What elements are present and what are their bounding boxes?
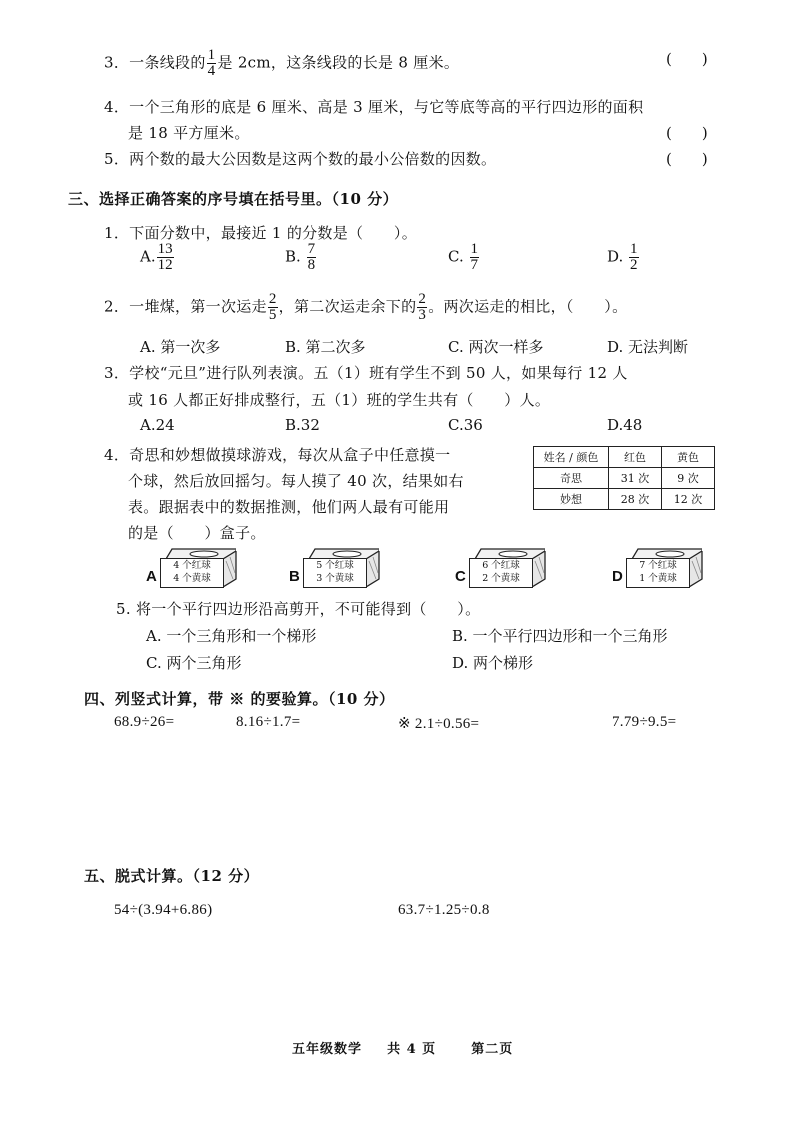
table-cell: 28 次 <box>609 489 662 510</box>
table-cell: 9 次 <box>662 468 715 489</box>
section-3-heading: 三、选择正确答案的序号填在括号里。（10 分） <box>68 190 399 208</box>
table-cell: 奇思 <box>534 468 609 489</box>
ball-result-table <box>533 446 715 510</box>
ball-box-a[interactable] <box>160 548 240 590</box>
mc-q5-option-a[interactable]: A. 一个三角形和一个梯形 <box>146 627 317 645</box>
table-cell: 妙想 <box>534 489 609 510</box>
mc-question-5: 5. 将一个平行四边形沿高剪开，不可能得到（ ）。 <box>116 600 481 618</box>
calc-item-4: 7.79÷9.5= <box>612 714 677 730</box>
box-front: 6 个红球 2 个黄球 <box>469 558 533 588</box>
answer-paren[interactable]: ( ) <box>666 150 708 168</box>
footer-total: 共 4 页 <box>387 1042 437 1057</box>
table-row <box>534 489 715 510</box>
box-label-d[interactable]: D <box>612 568 623 585</box>
table-header: 黄色 <box>662 447 715 468</box>
step-calc-item-2: 63.7÷1.25÷0.8 <box>398 902 490 918</box>
box-front: 4 个红球 4 个黄球 <box>160 558 224 588</box>
calc-item-2: 8.16÷1.7= <box>236 714 301 730</box>
answer-paren[interactable]: ( ) <box>666 50 708 68</box>
tf-question-4-line1: 4．一个三角形的底是 6 厘米、高是 3 厘米，与它等底等高的平行四边形的面积 <box>104 98 644 116</box>
mc-q1-option-a[interactable]: A. $\frac{13}{12}$ <box>140 241 173 273</box>
step-calc-item-1: 54÷(3.94+6.86) <box>114 902 213 918</box>
box-front: 7 个红球 1 个黄球 <box>626 558 690 588</box>
mc-q1-option-b[interactable]: B. $\frac{7}{8}$ <box>285 241 316 273</box>
box-side-icon <box>223 551 237 587</box>
answer-paren[interactable]: ( ) <box>666 124 708 142</box>
mc-q1-option-d[interactable]: D. $\frac{1}{2}$ <box>607 241 638 273</box>
box-front: 5 个红球 3 个黄球 <box>303 558 367 588</box>
tf-question-5: 5．两个数的最大公因数是这两个数的最小公倍数的因数。 <box>104 150 497 168</box>
mc-question-1: 1．下面分数中，最接近 1 的分数是（ ）。 <box>104 224 418 242</box>
mc-q1-option-c[interactable]: C. $\frac{1}{7}$ <box>448 241 478 273</box>
table-header: 姓名 / 颜色 <box>534 447 609 468</box>
mc-question-4-line4: 的是（ ）盒子。 <box>128 524 266 542</box>
mc-q2-option-d[interactable]: D. 无法判断 <box>607 338 689 356</box>
tf-question-3: 3．一条线段的 $\frac{1}{4}$ 是 2cm，这条线段的长是 8 厘米。 <box>104 47 460 79</box>
mc-q3-option-b[interactable]: B.32 <box>285 416 320 434</box>
table-header-row <box>534 447 715 468</box>
table-cell: 31 次 <box>609 468 662 489</box>
mc-q5-option-b[interactable]: B. 一个平行四边形和一个三角形 <box>452 627 668 645</box>
table-row <box>534 468 715 489</box>
mc-question-4-line1: 4．奇思和妙想做摸球游戏，每次从盒子中任意摸一 <box>104 446 451 464</box>
mc-q2-option-b[interactable]: B. 第二次多 <box>285 338 366 356</box>
box-label-b[interactable]: B <box>289 568 300 585</box>
mc-q2-option-c[interactable]: C. 两次一样多 <box>448 338 544 356</box>
mc-question-4-line2: 个球，然后放回摇匀。每人摸了 40 次，结果如右 <box>128 472 464 490</box>
footer-page: 第二页 <box>471 1042 514 1057</box>
ball-box-d[interactable] <box>626 548 706 590</box>
box-label-a[interactable]: A <box>146 568 157 585</box>
box-side-icon <box>532 551 546 587</box>
mc-q3-option-d[interactable]: D.48 <box>607 416 643 434</box>
mc-q2-option-a[interactable]: A. 第一次多 <box>140 338 221 356</box>
box-side-icon <box>366 551 380 587</box>
calc-item-3: ※ 2.1÷0.56= <box>398 716 480 732</box>
section-4-heading: 四、列竖式计算，带 ※ 的要验算。（10 分） <box>84 690 395 708</box>
ball-box-c[interactable] <box>469 548 549 590</box>
calc-item-1: 68.9÷26= <box>114 714 175 730</box>
fraction: $\frac{1}{4}$ <box>207 47 216 79</box>
mc-question-2: 2．一堆煤，第一次运走 $\frac{2}{5}$ ，第二次运走余下的 $\frac{2}{3}$ 。两次运走的相比，（ ）。 <box>104 291 628 323</box>
footer-subject: 五年级数学 <box>292 1042 363 1057</box>
tf-question-4-line2: 是 18 平方厘米。 <box>128 124 250 142</box>
section-5-heading: 五、脱式计算。（12 分） <box>84 867 260 885</box>
mc-q3-option-c[interactable]: C.36 <box>448 416 483 434</box>
mc-q3-option-a[interactable]: A.24 <box>140 416 175 434</box>
table-header: 红色 <box>609 447 662 468</box>
box-label-c[interactable]: C <box>455 568 466 585</box>
mc-q5-option-c[interactable]: C. 两个三角形 <box>146 654 242 672</box>
mc-question-3-line2: 或 16 人都正好排成整行，五（1）班的学生共有（ ）人。 <box>128 391 551 409</box>
mc-question-4-line3: 表。跟据表中的数据推测，他们两人最有可能用 <box>128 498 450 516</box>
mc-q5-option-d[interactable]: D. 两个梯形 <box>452 654 534 672</box>
ball-box-b[interactable] <box>303 548 383 590</box>
table-cell: 12 次 <box>662 489 715 510</box>
box-side-icon <box>689 551 703 587</box>
mc-question-3-line1: 3．学校“元旦”进行队列表演。五（1）班有学生不到 50 人，如果每行 12 人 <box>104 364 628 382</box>
page-footer <box>292 1038 513 1057</box>
